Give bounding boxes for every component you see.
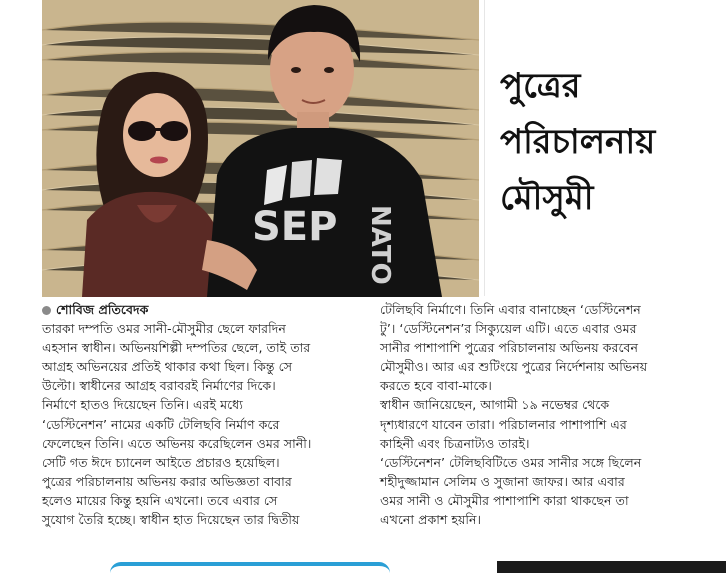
article-line: টু’। ‘ডেস্টিনেশন’র সিক্যুয়েল এটি। এতে এবার ওমর: [380, 321, 637, 337]
photo-illustration: [42, 0, 479, 297]
article-line: টেলিছবি নির্মাণে। তিনি এবার বানাচ্ছেন ‘ডেস্টিনেশন: [380, 302, 641, 317]
next-article-banner: [497, 561, 726, 573]
shirt-text-side: NATO: [365, 205, 395, 285]
article-body: [42, 300, 722, 540]
headline-line-3: মৌসুমী: [500, 178, 594, 218]
article-line: স্বাধীন জানিয়েছেন, আগামী ১৯ নভেম্বর থেকে: [380, 397, 610, 413]
next-article-decoration: [110, 562, 390, 573]
article-line: ফেলেছেন তিনি। এতে অভিনয় করেছিলেন ওমর সানী।: [42, 435, 312, 451]
article-line: ওমর সানী ও মৌসুমীর পাশাপাশি কারা থাকছেন তা: [380, 492, 629, 508]
article-line: পুত্রের পরিচালনায় অভিনয় করার অভিজ্ঞতা বাবার: [42, 473, 292, 489]
article-line: করতে হবে বাবা-মাকে।: [380, 378, 492, 394]
article-column-right: [380, 300, 720, 529]
article-line: হলেও মায়ের কিন্তু হয়নি এখনো। তবে এবার সে: [42, 492, 278, 508]
byline: [42, 300, 372, 319]
article-line: ‘ডেস্টিনেশন’ টেলিছবিটিতে ওমর সানীর সঙ্গে ছিলেন: [380, 454, 642, 470]
article-line: ‘ডেস্টিনেশন’ নামের একটি টেলিছবি নির্মাণ করে: [42, 416, 280, 432]
article-line: শহীদুজ্জামান সেলিম ও সুজানা জাফর। আর এবার: [380, 473, 625, 489]
article-line: মৌসুমীও। আর এর শুটিংয়ে পুত্রের নির্দেশনায় অভিনয়: [380, 359, 648, 375]
article-line: এখনো প্রকাশ হয়নি।: [380, 512, 482, 528]
headline-line-1: পুত্রের: [500, 66, 581, 106]
headline-line-2: পরিচালনায়: [500, 122, 656, 162]
article-line: সেটি গত ঈদে চ্যানেল আইতে প্রচারও হয়েছিল।: [42, 454, 280, 470]
bullet-icon: [42, 306, 51, 315]
article-line: কাহিনী এবং চিত্রনাট্যও তারই।: [380, 435, 530, 451]
article-column-left: [42, 300, 372, 529]
article-line: দৃশ্যধারণে যাবেন তারা। পরিচালনার পাশাপাশি এর: [380, 416, 627, 432]
article-line: সানীর পাশাপাশি পুত্রের পরিচালনায় অভিনয় করবেন: [380, 340, 639, 356]
article-line: তারকা দম্পতি ওমর সানী-মৌসুমীর ছেলে ফারদিন: [42, 321, 286, 337]
article-line: এহসান স্বাধীন। অভিনয়শিল্পী দম্পতির ছেলে, তাই তার: [42, 340, 311, 356]
shirt-text-top: SEP: [252, 204, 338, 250]
byline-text: শোবিজ প্রতিবেদক: [56, 302, 149, 317]
column-divider: [484, 0, 485, 296]
article-line: আগ্রহ অভিনয়ের প্রতিই থাকার কথা ছিল। কিন্তু সে: [42, 359, 293, 375]
headline: [500, 58, 720, 226]
article-line: উল্টো। স্বাধীনের আগ্রহ বরাবরই নির্মাণের দিকে।: [42, 378, 276, 394]
article-line: সুযোগ তৈরি হচ্ছে। স্বাধীন হাত দিয়েছেন তার দ্বিতীয়: [42, 512, 300, 528]
article-line: নির্মাণে হাতও দিয়েছেন তিনি। এরই মধ্যে: [42, 397, 243, 413]
article-photo: [42, 0, 479, 297]
